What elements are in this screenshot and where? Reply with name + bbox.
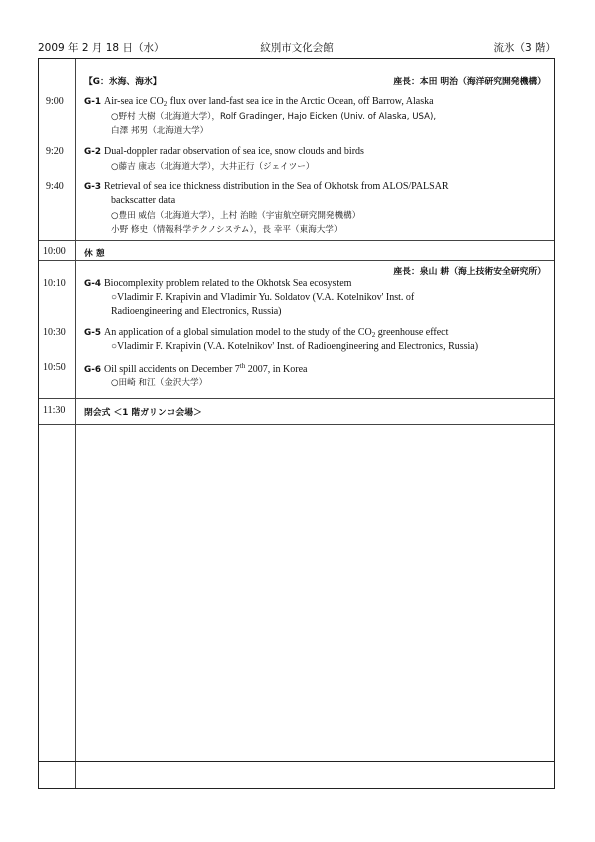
row-divider bbox=[39, 240, 554, 241]
talk-title: G-2 Dual-doppler radar observation of sea ice, snow clouds and birds bbox=[84, 146, 364, 157]
talk-authors: ○野村 大樹（北海道大学），Rolf Gradinger, Hajo Eicken (Univ. of Alaska, USA), bbox=[111, 112, 437, 122]
schedule-table bbox=[38, 58, 555, 789]
break-time: 10:00 bbox=[43, 246, 66, 257]
talk-title: G-4 Biocomplexity problem related to the Okhotsk Sea ecosystem bbox=[84, 278, 352, 289]
row-divider bbox=[39, 761, 554, 762]
talk-title: G-6 Oil spill accidents on December 7th 2007, in Korea bbox=[84, 362, 308, 375]
talk-time: 10:10 bbox=[43, 278, 66, 289]
session-chair: 座長：本田 明治（海洋研究開発機構） bbox=[393, 77, 546, 87]
talk-time: 9:40 bbox=[46, 181, 64, 192]
talk-authors: 小野 修史（情報科学テクノシステム），長 幸平（東海大学） bbox=[111, 225, 343, 235]
talk-time: 10:50 bbox=[43, 362, 66, 373]
talk-authors: ○田崎 和江（金沢大学） bbox=[111, 378, 208, 388]
talk-title: G-5 An application of a global simulation model to the study of the $CO_2$ greenhouse effect bbox=[84, 327, 449, 339]
closing-time: 11:30 bbox=[43, 405, 66, 416]
talk-time: 10:30 bbox=[43, 327, 66, 338]
talk-title-cont: backscatter data bbox=[111, 195, 176, 206]
talk-authors: ○藤吉 康志（北海道大学），大井正行（ジェイツー） bbox=[111, 162, 315, 172]
break-label: 休 憩 bbox=[84, 249, 105, 259]
talk-authors: ○豊田 威信（北海道大学），上村 治睦（宇宙航空研究開発機構） bbox=[111, 211, 361, 221]
talk-authors: Radioengineering and Electronics, Russia) bbox=[111, 306, 282, 317]
venue: 紋別市文化会館 bbox=[260, 42, 334, 54]
talk-time: 9:00 bbox=[46, 96, 64, 107]
page-header bbox=[38, 40, 556, 56]
talk-title: G-1 Air-sea ice $CO_2$ flux over land-fast sea ice in the Arctic Ocean, off Barrow, Alaska bbox=[84, 96, 434, 108]
row-divider bbox=[39, 424, 554, 425]
closing-label: 閉会式 ＜1 階ガリンコ会場＞ bbox=[84, 408, 202, 418]
talk-title: G-3 Retrieval of sea ice thickness distribution in the Sea of Okhotsk from ALOS/PALSAR bbox=[84, 181, 449, 192]
talk-time: 9:20 bbox=[46, 146, 64, 157]
date: 2009 年 2 月 18 日（水） bbox=[38, 42, 165, 54]
talk-authors: ○Vladimir F. Krapivin and Vladimir Yu. Soldatov (V.A. Kotelnikov' Inst. of bbox=[111, 292, 415, 303]
talk-authors: 白澤 邦男（北海道大学） bbox=[111, 126, 209, 136]
talk-authors: ○Vladimir F. Krapivin (V.A. Kotelnikov' Inst. of Radioengineering and Electronics, Russia) bbox=[111, 341, 479, 352]
row-divider bbox=[39, 260, 554, 261]
session-chair: 座長：泉山 耕（海上技術安全研究所） bbox=[393, 267, 546, 277]
row-divider bbox=[39, 398, 554, 399]
room: 流氷（3 階） bbox=[493, 42, 556, 54]
session-title: 【G：氷海、海氷】 bbox=[84, 77, 162, 87]
